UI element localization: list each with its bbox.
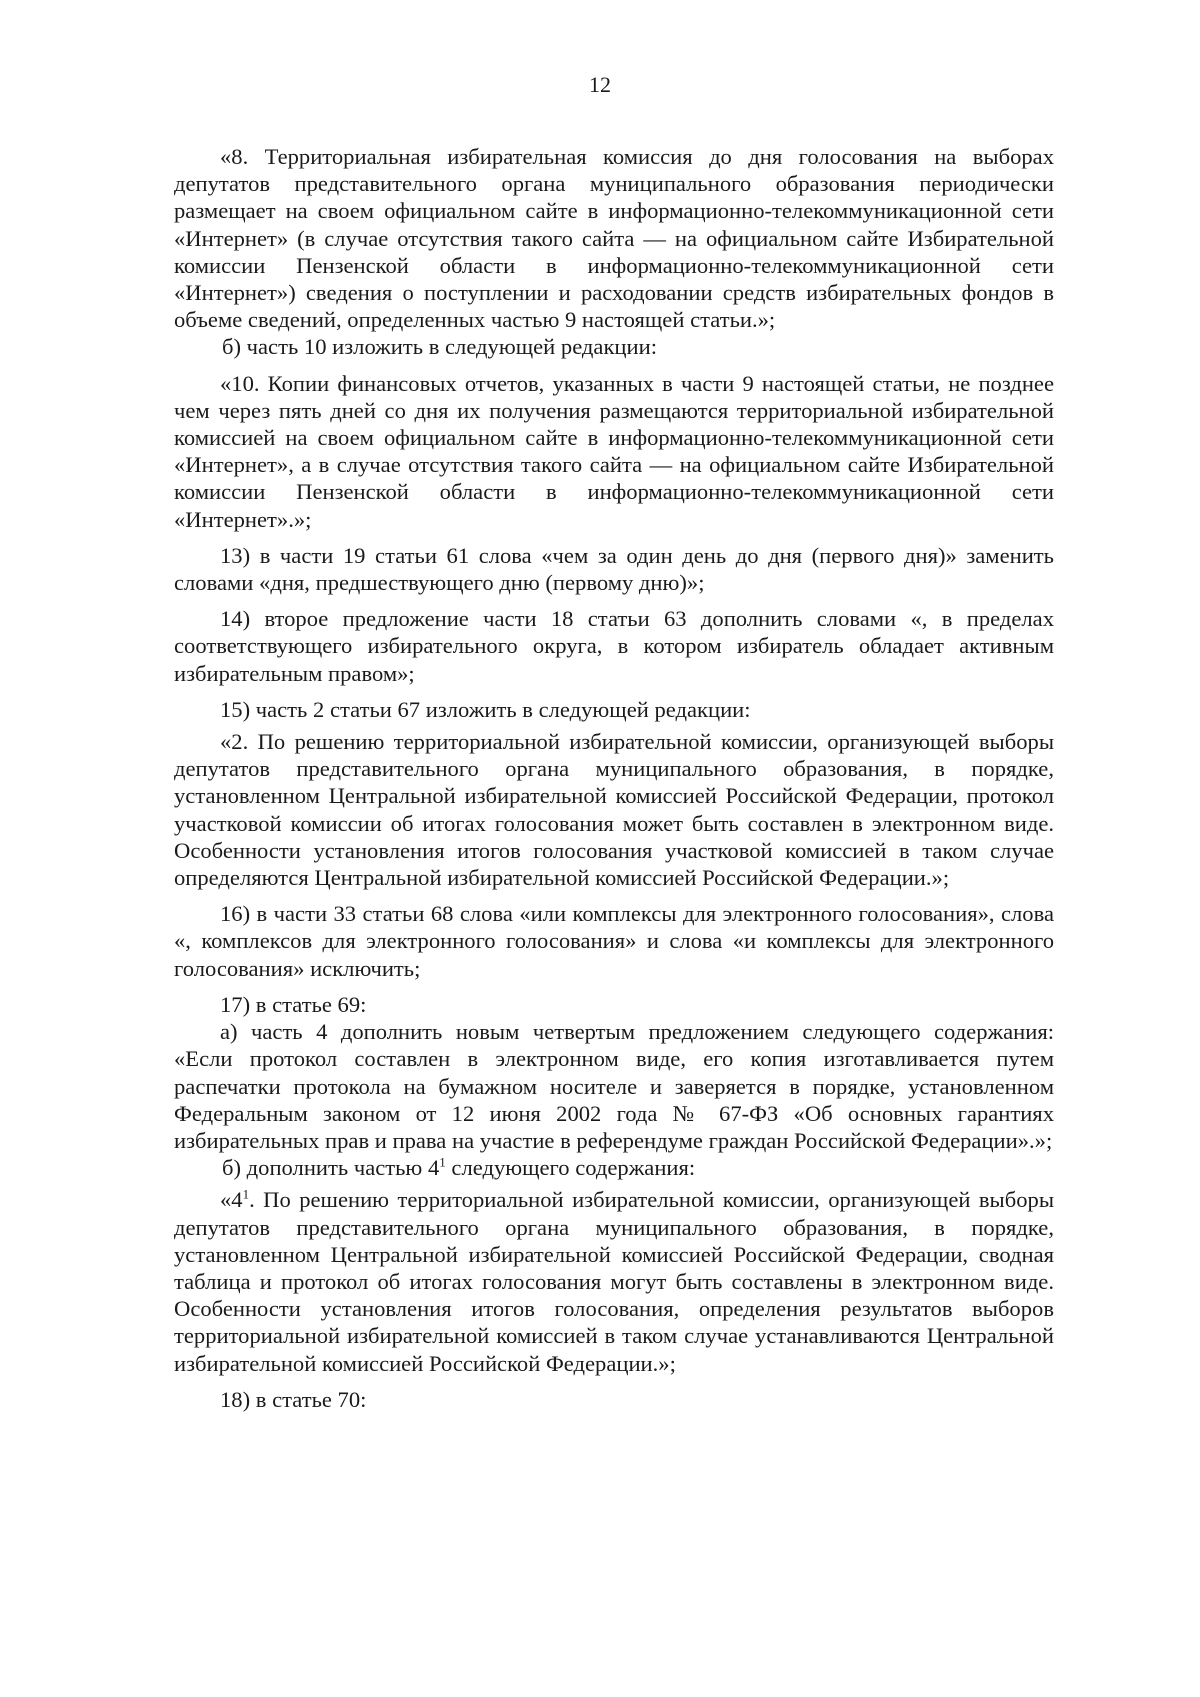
paragraph-subitem-b-part-10: б) часть 10 изложить в следующей редакции: xyxy=(222,334,657,360)
paragraph-text-before: «4 xyxy=(220,1187,243,1213)
paragraph-article-part-4-1 xyxy=(174,1186,1054,1376)
superscript-mark: 1 xyxy=(439,1154,446,1170)
paragraph-subitem-b-part-4-1 xyxy=(174,1154,1054,1181)
paragraph-item-15: 15) часть 2 статьи 67 изложить в следующей редакции: xyxy=(220,696,751,722)
document-body xyxy=(174,143,1054,1413)
paragraph-article-part-2: «2. По решению территориальной избирательной комиссии, организующей выборы депутатов представительного органа муниципального образования, в порядке, установленном Центральной избирательной комиссией Российской Федерации, протокол участковой комиссии об итогах голосования может быть составлен в электронном виде. Особенности установления итогов голосования участковой комиссией в таком случае определяются Центральной избирательной комиссией Российской Федерации.»; xyxy=(174,729,1054,891)
paragraph-item-18: 18) в статье 70: xyxy=(220,1386,367,1412)
paragraph-item-16: 16) в части 33 статьи 68 слова «или комплексы для электронного голосования», слова «, комплексов для электронного голосования» и слова «и комплексы для электронного голосования» исключить; xyxy=(174,901,1054,981)
paragraph-article-part-10: «10. Копии финансовых отчетов, указанных в части 9 настоящей статьи, не позднее чем через пять дней со дня их получения размещаются территориальной избирательной комиссией на своем официальном сайте в информационно-телекоммуникационной сети «Интернет», а в случае отсутствия такого сайта — на официальном сайте Избирательной комиссии Пензенской области в информационно-телекоммуникационной сети «Интернет».»; xyxy=(174,370,1054,532)
superscript-mark: 1 xyxy=(242,1186,250,1202)
paragraph-text-after: . По решению территориальной избирательной комиссии, организующей выборы депутатов представительного органа муниципального образования, в порядке, установленном Центральной избирательной комиссией Российской Федерации, сводная таблица и протокол об итогах голосования могут быть составлены в электронном виде. Особенности установления итогов голосования, определения результатов выборов территориальной избирательной комиссией в таком случае устанавливаются Центральной избирательной комиссией Российской Федерации.»; xyxy=(174,1187,1054,1376)
paragraph-item-13: 13) в части 19 статьи 61 слова «чем за один день до дня (первого дня)» заменить словами «дня, предшествующего дню (первому дню)»; xyxy=(174,542,1054,596)
paragraph-text-before: б) дополнить частью 4 xyxy=(222,1155,440,1181)
paragraph-item-14: 14) второе предложение части 18 статьи 63 дополнить словами «, в пределах соответствующего избирательного округа, в котором избиратель обладает активным избирательным правом»; xyxy=(174,606,1054,686)
paragraph-item-17: 17) в статье 69: xyxy=(220,991,367,1017)
paragraph-article-part-8: «8. Территориальная избирательная комиссия до дня голосования на выборах депутатов представительного органа муниципального образования периодически размещает на своем официальном сайте в информационно-телекоммуникационной сети «Интернет» (в случае отсутствия такого сайта — на официальном сайте Избирательной комиссии Пензенской области в информационно-телекоммуникационной сети «Интернет») сведения о поступлении и расходовании средств избирательных фондов в объеме сведений, определенных частью 9 настоящей статьи.»; xyxy=(174,144,1054,333)
paragraph-subitem-a-part-4: а) часть 4 дополнить новым четвертым предложением следующего содержания: «Если протокол составлен в электронном виде, его копия изготавливается путем распечатки протокола на бумажном носителе и заверяется в порядке, установленном Федеральным законом от 12 июня 2002 года № 67-ФЗ «Об основных гарантиях избирательных прав и права на участие в референдуме граждан Российской Федерации».»; xyxy=(174,1019,1054,1153)
page-number: 12 xyxy=(589,72,611,97)
paragraph-text-after: следующего содержания: xyxy=(445,1155,696,1181)
